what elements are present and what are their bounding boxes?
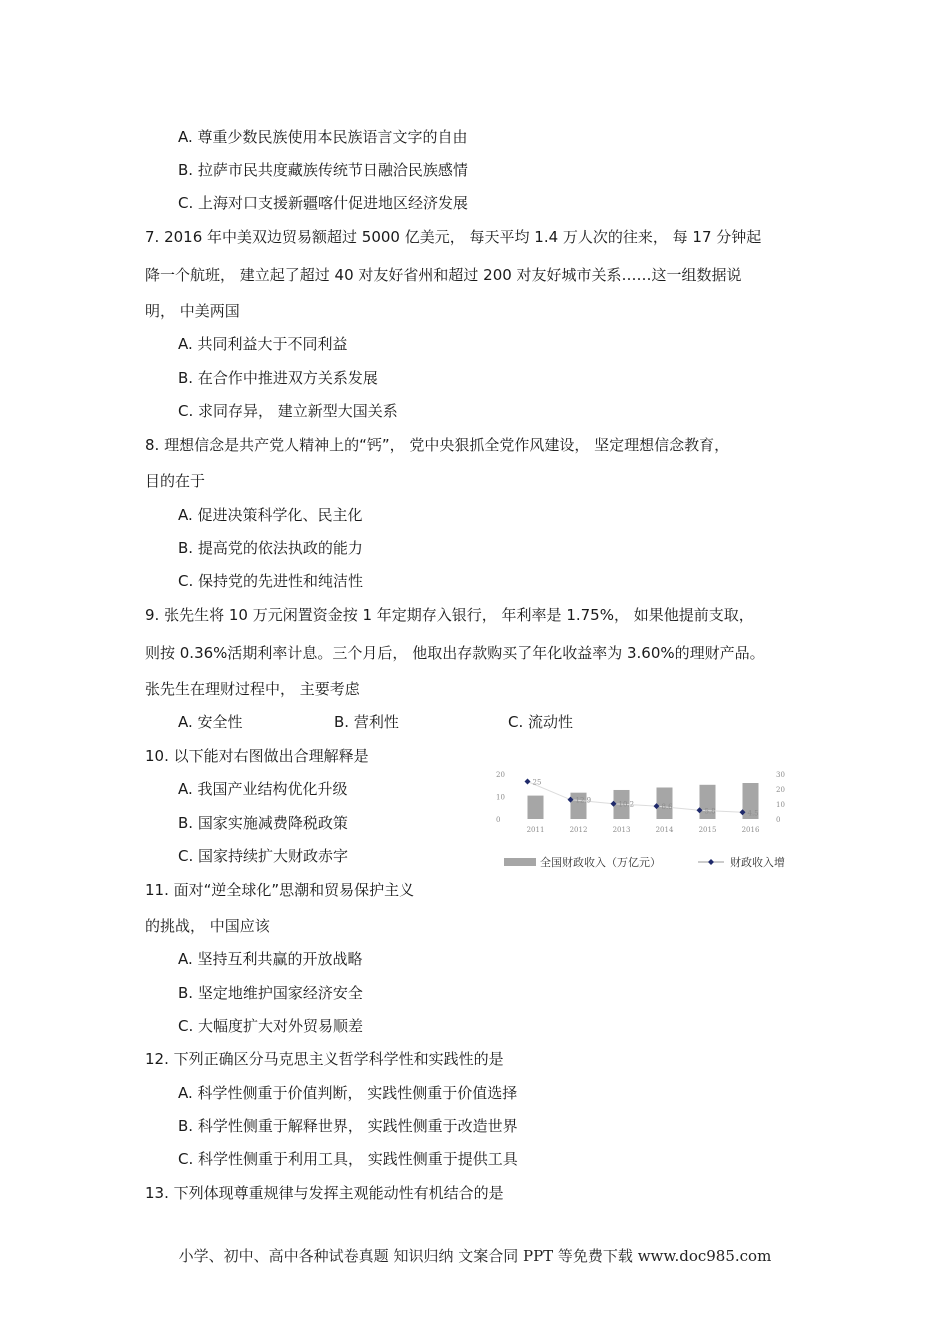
answer-option: A. 坚持互利共赢的开放战略 (178, 950, 363, 968)
answer-option: A. 我国产业结构优化升级 (178, 780, 348, 798)
answer-option: C. 保持党的先进性和纯洁性 (178, 572, 364, 590)
x-tick-2014: 2014 (655, 826, 674, 834)
q9-option-b: B. 营利性 (334, 713, 399, 731)
fiscal-revenue-chart (492, 764, 812, 879)
question-text-line: 则按 0.36%活期利率计息。三个月后， 他取出存款购买了年化收益率为 3.60%的理财产品。 (145, 644, 765, 662)
question-text-line: 11. 面对“逆全球化”思潮和贸易保护主义 (145, 881, 415, 899)
answer-option: A. 共同利益大于不同利益 (178, 335, 348, 353)
answer-option: B. 拉萨市民共度藏族传统节日融洽民族感情 (178, 161, 468, 179)
answer-option: A. 科学性侧重于价值判断， 实践性侧重于价值选择 (178, 1084, 518, 1102)
answer-option: C. 求同存异， 建立新型大国关系 (178, 402, 398, 420)
question-text-line: 目的在于 (145, 472, 206, 490)
q9-option-a: A. 安全性 (178, 713, 243, 731)
q9-options-row (178, 712, 573, 732)
answer-option: B. 科学性侧重于解释世界， 实践性侧重于改造世界 (178, 1117, 518, 1135)
question-text-line: 张先生在理财过程中， 主要考虑 (145, 680, 360, 698)
page-footer: 小学、初中、高中各种试卷真题 知识归纳 文案合同 PPT 等免费下载 www.doc985.com (178, 1247, 772, 1265)
question-text-line: 10. 以下能对右图做出合理解释是 (145, 747, 369, 765)
question-text-line: 12. 下列正确区分马克思主义哲学科学性和实践性的是 (145, 1050, 504, 1068)
legend-bar-swatch (504, 858, 536, 866)
x-tick-2016: 2016 (741, 826, 760, 834)
x-tick-2015: 2015 (698, 826, 717, 834)
growth-label-2011: 25 (532, 778, 542, 787)
x-tick-2013: 2013 (612, 826, 631, 834)
question-text-line: 降一个航班， 建立起了超过 40 对友好省州和超过 200 对友好城市关系……这一组数据说 (145, 266, 742, 284)
legend-line-marker (708, 859, 714, 865)
question-text-line: 8. 理想信念是共产党人精神上的“钙”， 党中央狠抓全党作风建设， 坚定理想信念教育， (145, 436, 730, 454)
x-tick-2012: 2012 (569, 826, 588, 834)
left-axis-tick: 0 (496, 816, 501, 824)
question-text-line: 7. 2016 年中美双边贸易额超过 5000 亿美元， 每天平均 1.4 万人次的往来， 每 17 分钟起 (145, 228, 762, 246)
question-text-line: 9. 张先生将 10 万元闲置资金按 1 年定期存入银行， 年利率是 1.75%， 如果他提前支取， (145, 606, 754, 624)
legend-bar-label: 全国财政收入（万亿元） (540, 856, 661, 869)
growth-label-2012: 12.9 (575, 796, 592, 805)
answer-option: C. 上海对口支援新疆喀什促进地区经济发展 (178, 194, 469, 212)
answer-option: B. 在合作中推进双方关系发展 (178, 369, 378, 387)
right-axis-tick: 10 (776, 801, 785, 809)
answer-option: B. 国家实施减费降税政策 (178, 814, 348, 832)
growth-point-2011 (525, 779, 531, 785)
question-text-line: 的挑战， 中国应该 (145, 917, 270, 935)
growth-label-2013: 10.2 (618, 800, 635, 809)
answer-option: C. 大幅度扩大对外贸易顺差 (178, 1017, 364, 1035)
answer-option: A. 促进决策科学化、民主化 (178, 506, 363, 524)
answer-option: C. 国家持续扩大财政赤字 (178, 847, 349, 865)
question-text-line: 13. 下列体现尊重规律与发挥主观能动性有机结合的是 (145, 1184, 504, 1202)
question-text-line: 明， 中美两国 (145, 302, 240, 320)
growth-label-2014: 8.6 (661, 803, 673, 812)
bar-2011 (528, 796, 544, 819)
answer-option: B. 坚定地维护国家经济安全 (178, 984, 363, 1002)
right-axis-tick: 0 (776, 816, 781, 824)
left-axis-tick: 10 (496, 793, 505, 802)
growth-label-2016: 4.5 (747, 809, 759, 818)
right-axis-tick: 20 (776, 786, 785, 794)
growth-label-2015: 5.8 (704, 807, 716, 816)
right-axis-tick: 30 (776, 771, 785, 779)
answer-option: A. 尊重少数民族使用本民族语言文字的自由 (178, 128, 468, 146)
x-tick-2011: 2011 (526, 826, 545, 834)
answer-option: C. 科学性侧重于利用工具， 实践性侧重于提供工具 (178, 1150, 518, 1168)
legend-line-label: 财政收入增 (730, 856, 785, 869)
q9-option-c: C. 流动性 (508, 713, 574, 731)
left-axis-tick: 20 (496, 771, 505, 779)
answer-option: B. 提高党的依法执政的能力 (178, 539, 363, 557)
